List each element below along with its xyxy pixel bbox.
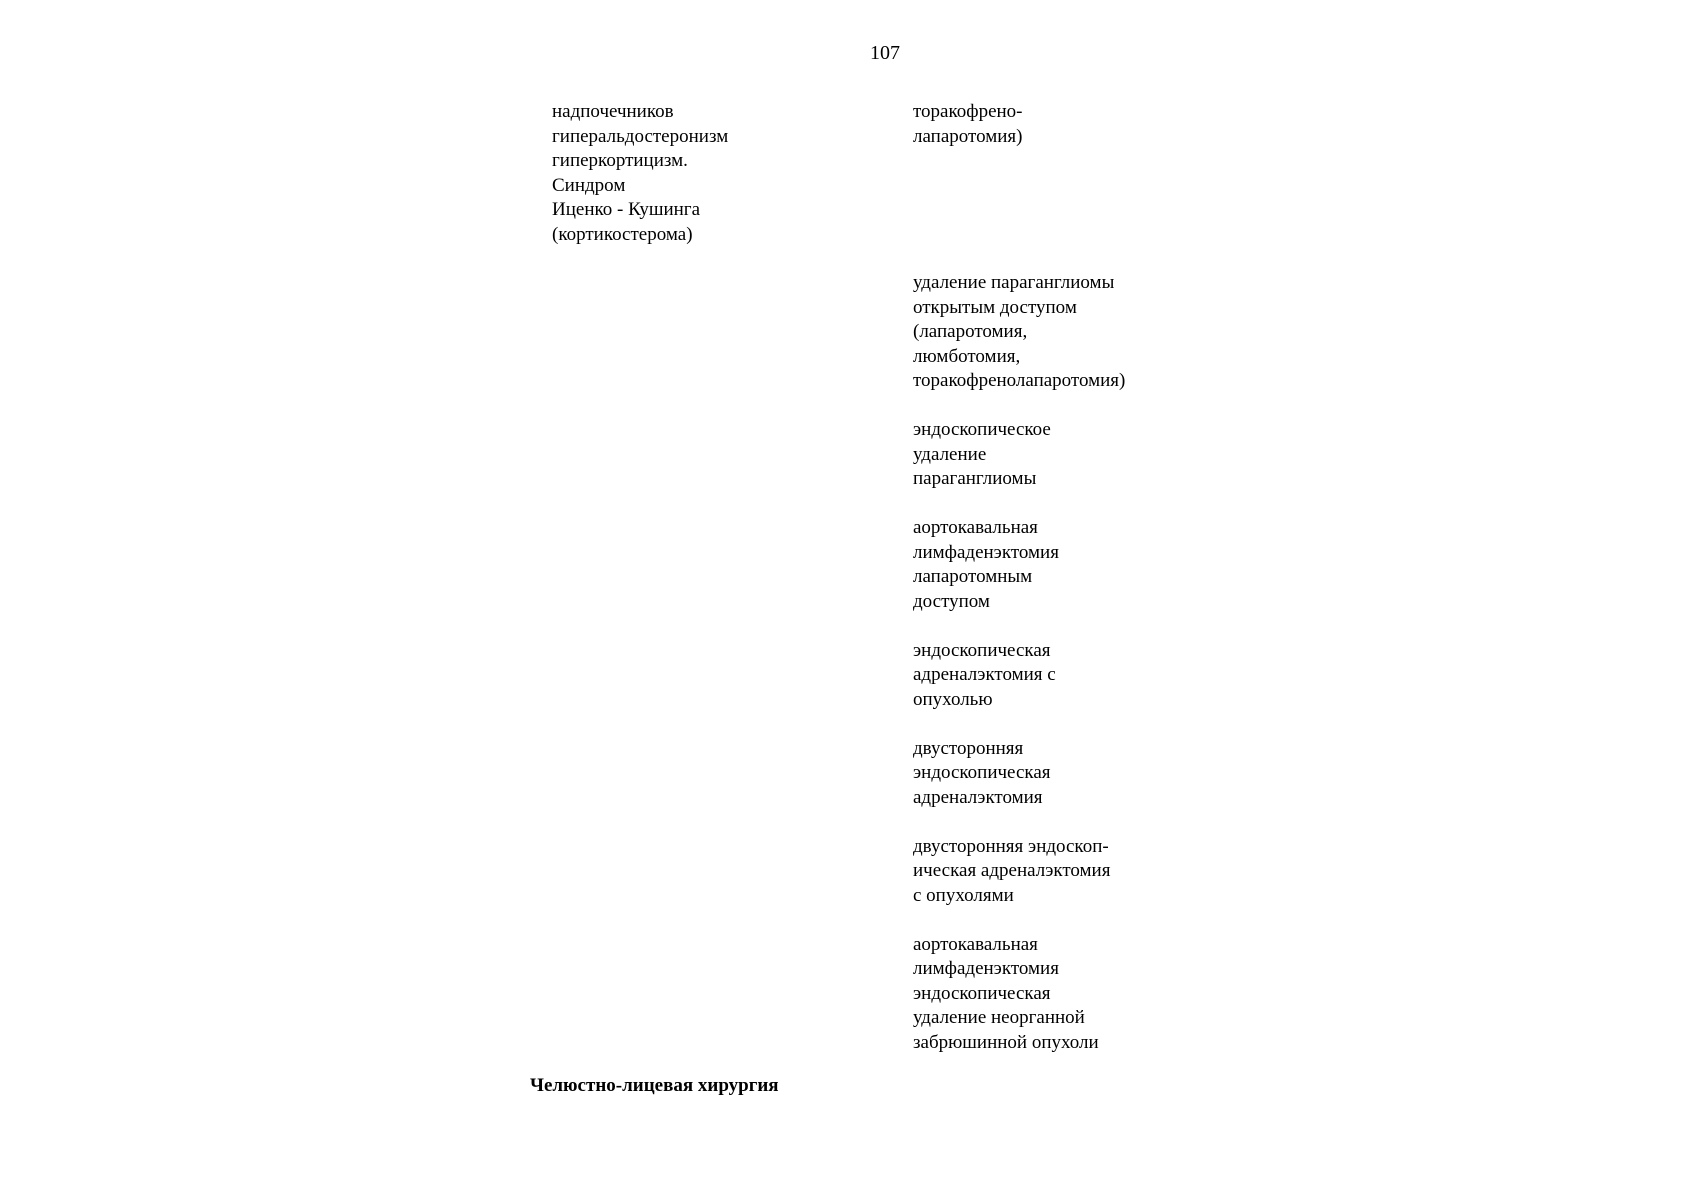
treatment-line: эндоскопическая: [913, 982, 1051, 1004]
treatment-block: [913, 835, 1313, 909]
right-column-treatment: [913, 100, 1313, 1080]
treatment-line: доступом: [913, 590, 990, 612]
treatment-line: с опухолями: [913, 884, 1014, 906]
diagnosis-line: надпочечников: [552, 101, 674, 122]
treatment-line: лимфаденэктомия: [913, 958, 1059, 979]
treatment-line: опухолью: [913, 688, 993, 710]
treatment-line: (лапаротомия,: [913, 321, 1028, 342]
treatment-line: аортокавальная: [913, 933, 1038, 955]
treatment-block: [913, 271, 1313, 394]
treatment-line: параганглиомы: [913, 468, 1037, 489]
treatment-line: удаление: [913, 443, 987, 465]
diagnosis-line: гиперкортицизм.: [552, 150, 688, 171]
treatment-line: лапаротомным: [913, 566, 1033, 587]
treatment-line: люмботомия,: [913, 345, 1021, 367]
treatment-line: адреналэктомия с: [913, 664, 1056, 685]
treatment-line: эндоскопическое: [913, 419, 1051, 440]
treatment-line: забрюшинной опухоли: [913, 1031, 1099, 1053]
diagnosis-line: гиперальдостеронизм: [552, 125, 729, 147]
diagnosis-line: Иценко - Кушинга: [552, 199, 701, 220]
treatment-block: [913, 418, 1313, 492]
treatment-block: [913, 933, 1313, 1056]
diagnosis-line: (кортикостерома): [552, 223, 693, 245]
diagnosis-line: Синдром: [552, 174, 626, 196]
treatment-line: торакофренолапаротомия): [913, 370, 1126, 391]
treatment-line: двусторонняя эндоскоп-: [913, 835, 1109, 857]
treatment-line: лимфаденэктомия: [913, 541, 1059, 563]
treatment-line: лапаротомия): [913, 125, 1023, 147]
treatment-line: удаление неорганной: [913, 1007, 1085, 1028]
treatment-line: аортокавальная: [913, 517, 1038, 538]
page-number: 107: [870, 42, 900, 64]
treatment-block: [913, 516, 1313, 614]
left-column-diagnosis: [552, 100, 872, 247]
treatment-line: ическая адреналэктомия: [913, 860, 1111, 881]
section-title: Челюстно-лицевая хирургия: [530, 1075, 779, 1096]
treatment-line: торакофрено-: [913, 101, 1023, 122]
treatment-line: эндоскопическая: [913, 762, 1051, 783]
treatment-line: двусторонняя: [913, 737, 1024, 759]
treatment-line: эндоскопическая: [913, 639, 1051, 661]
treatment-line: адреналэктомия: [913, 786, 1043, 808]
treatment-line: открытым доступом: [913, 296, 1077, 318]
treatment-block: [913, 100, 1313, 149]
treatment-block: [913, 737, 1313, 811]
treatment-block: [913, 639, 1313, 713]
treatment-line: удаление параганглиомы: [913, 272, 1115, 293]
